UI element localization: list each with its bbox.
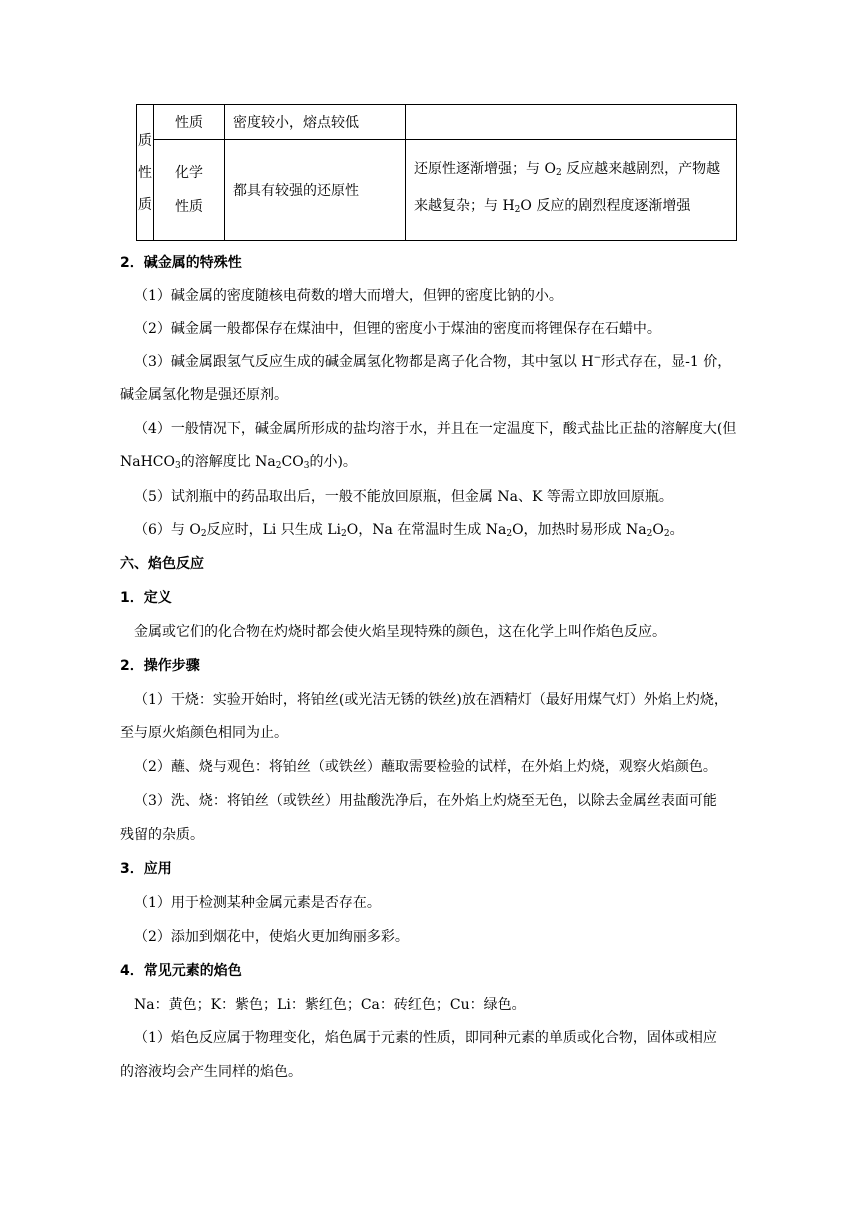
p4-text-1: NaHCO — [120, 454, 175, 470]
note1-cont: 的溶液均会产生同样的焰色。 — [120, 1064, 302, 1080]
p4-sub-3: 3 — [303, 461, 310, 471]
application-2: （2）添加到烟花中，使焰火更加绚丽多彩。 — [134, 929, 409, 945]
table-row — [137, 140, 737, 241]
trend-sub-2: 2 — [514, 205, 521, 215]
colors-heading: 4．常见元素的焰色 — [120, 963, 242, 979]
sec6-heading: 六、焰色反应 — [120, 556, 204, 572]
note1-text: （1）焰色反应属于物理变化，焰色属于元素的性质，即同种元素的单质或化合物，固体或相应 — [134, 1030, 717, 1046]
p3-text-a: （3）碱金属跟氢气反应生成的碱金属氢化物都是离子化合物，其中氢以 H — [134, 354, 594, 370]
p6-text-e: O — [652, 522, 664, 538]
colors-text: Na：黄色；K：紫色；Li：紫红色；Ca：砖红色；Cu：绿色。 — [134, 997, 526, 1013]
p3-text-b: 形式存在，显-1 价， — [601, 354, 732, 370]
application-heading: 3．应用 — [120, 861, 172, 877]
p6-text-a: （6）与 O — [134, 522, 201, 538]
sec2-p5: （5）试剂瓶中的药品取出后，一般不能放回原瓶，但金属 Na、K 等需立即放回原瓶。 — [134, 489, 673, 505]
steps-heading: 2．操作步骤 — [120, 658, 200, 674]
step2-text: （2）蘸、烧与观色：将铂丝（或铁丝）蘸取需要检验的试样，在外焰上灼烧，观察火焰颜色。 — [134, 759, 717, 775]
trend-text-2: 反应越来越剧烈，产物越来越复杂；与 H — [414, 161, 721, 214]
p6-text-f: 。 — [669, 522, 684, 538]
step1-cont: 至与原火焰颜色相同为止。 — [120, 725, 288, 741]
row-header-cell — [137, 105, 154, 241]
p4-text-3: CO — [281, 454, 304, 470]
p6-sub-d: 2 — [646, 529, 653, 539]
p6-sub-a: 2 — [200, 529, 207, 539]
sec2-p4: （4）一般情况下，碱金属所形成的盐均溶于水，并且在一定温度下，酸式盐比正盐的溶解度大(但 — [134, 421, 737, 437]
row-header-text: 质性质 — [138, 132, 152, 213]
p4-sub-1: 3 — [175, 461, 181, 471]
p6-sub-c: 2 — [506, 529, 513, 539]
table-row — [137, 105, 737, 140]
trend-sub-1: 2 — [555, 168, 562, 178]
application-1: （1）用于检测某种金属元素是否存在。 — [134, 895, 381, 911]
physical-common-cell: 密度较小，熔点较低 — [225, 105, 406, 140]
sec2-p3 — [134, 351, 731, 371]
alkali-properties-table — [136, 104, 737, 241]
p4-sub-2: 2 — [275, 461, 282, 471]
physical-trend-cell — [406, 105, 737, 140]
sec2-p4-cont — [120, 451, 357, 471]
sec2-p3-cont: 碱金属氢化物是强还原剂。 — [120, 387, 288, 403]
p3-sup: − — [593, 353, 602, 363]
p4-text-4: 的小)。 — [309, 454, 357, 470]
p6-text-b: 反应时，Li 只生成 Li — [206, 522, 342, 538]
p4-text-2: 的溶解度比 Na — [180, 454, 276, 470]
step3-text: （3）洗、烧：将铂丝（或铁丝）用盐酸洗净后，在外焰上灼烧至无色，以除去金属丝表面可能 — [134, 793, 717, 809]
chemical-common-cell: 都具有较强的还原性 — [225, 140, 406, 241]
p6-text-d: O，加热时易形成 Na — [512, 522, 647, 538]
sec2-p2: （2）碱金属一般都保存在煤油中，但锂的密度小于煤油的密度而将锂保存在石蜡中。 — [134, 321, 661, 337]
chemical-label-text: 化学性质 — [175, 165, 203, 215]
definition-heading: 1．定义 — [120, 590, 172, 606]
trend-text-1: 还原性逐渐增强；与 O — [414, 161, 556, 177]
chemical-trend-cell — [406, 140, 737, 241]
p6-sub-b: 2 — [341, 529, 347, 539]
step1-text: （1）干烧：实验开始时，将铂丝(或光洁无锈的铁丝)放在酒精灯（最好用煤气灯）外焰上灼烧， — [134, 692, 728, 708]
p6-sub-e: 2 — [663, 529, 670, 539]
step3-cont: 残留的杂质。 — [120, 827, 204, 843]
chemical-label-cell — [154, 140, 225, 241]
p6-text-c: O，Na 在常温时生成 Na — [346, 522, 507, 538]
sec2-heading: 2．碱金属的特殊性 — [120, 255, 242, 271]
physical-label-cell: 性质 — [154, 105, 225, 140]
trend-text-3: O 反应的剧烈程度逐渐增强 — [520, 198, 691, 214]
sec2-p1: （1）碱金属的密度随核电荷数的增大而增大，但钾的密度比钠的小。 — [134, 288, 563, 304]
definition-text: 金属或它们的化合物在灼烧时都会使火焰呈现特殊的颜色，这在化学上叫作焰色反应。 — [134, 624, 666, 640]
sec2-p6 — [134, 519, 684, 539]
